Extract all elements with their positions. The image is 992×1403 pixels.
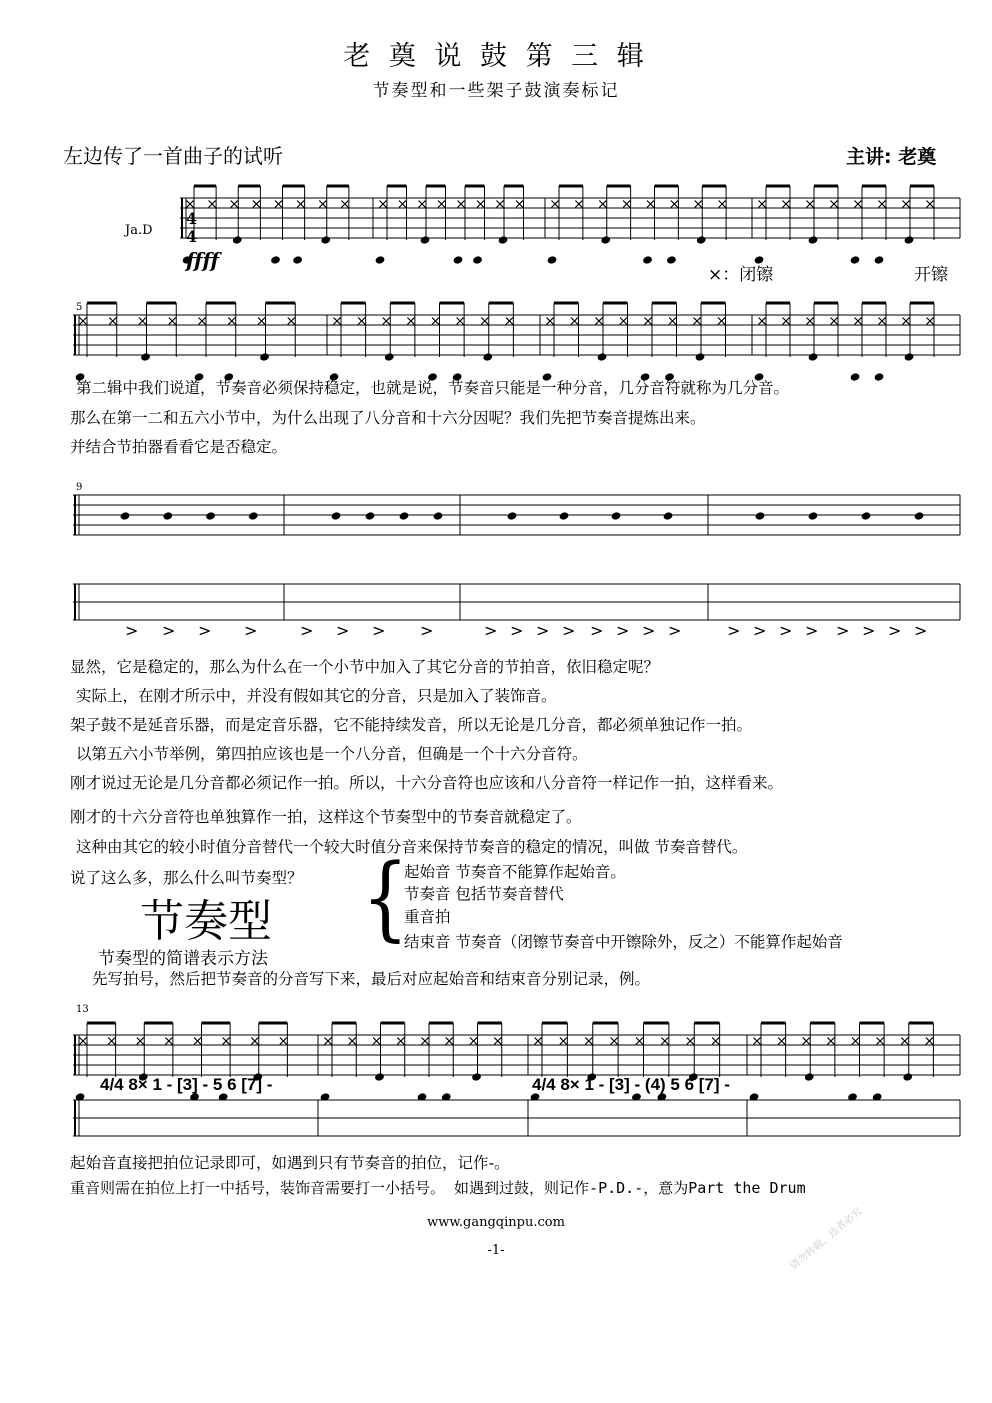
drum-note (498, 235, 509, 245)
paragraph-12: 先写拍号，然后把节奏音的分音写下来，最后对应起始音和结束音分别记录，例。 (92, 970, 651, 988)
drum-note (904, 235, 915, 245)
hihat-note (432, 318, 439, 325)
brace-symbol: { (361, 844, 409, 951)
hihat-note (280, 1038, 287, 1045)
hihat-note (80, 318, 87, 325)
hihat-note (516, 201, 523, 208)
hihat-note (349, 1038, 356, 1045)
hihat-note (759, 201, 766, 208)
hihat-note (422, 1038, 429, 1045)
hihat-note (575, 201, 582, 208)
hihat-note (458, 201, 465, 208)
hihat-note (334, 318, 341, 325)
paragraph-10: 这种由其它的较小时值分音替代一个较大时值分音来保持节奏音的稳定的情况，叫做 节奏音替代。 (76, 838, 748, 856)
hihat-note (596, 318, 603, 325)
drum-note (850, 372, 861, 382)
hihat-note (623, 201, 630, 208)
paragraph-3: 并结合节拍器看看它是否稳定。 (70, 438, 288, 456)
hihat-note (803, 1038, 810, 1045)
hihat-note (438, 201, 445, 208)
hihat-note (199, 318, 206, 325)
hihat-note (481, 318, 488, 325)
page-title: 老 奠 说 鼓 第 三 辑 (343, 41, 649, 72)
snare-note (861, 511, 872, 521)
accent-mark: > (862, 621, 876, 640)
drum-note (808, 352, 819, 362)
hihat-note (560, 1038, 567, 1045)
accent-mark: > (914, 621, 928, 640)
hihat-note (831, 201, 838, 208)
accent-mark: > (805, 621, 819, 640)
paragraph-14: 重音则需在拍位上打一中括号，装饰音需要打一小括号。 如遇到过鼓，则记作-P.D.-，意为Part the Drum (70, 1179, 806, 1197)
hihat-note (926, 1038, 933, 1045)
paragraph-7: 以第五六小节举例，第四拍应该也是一个八分音，但确是一个十六分音符。 (76, 745, 588, 763)
accent-mark: > (125, 621, 139, 640)
time-sig-bottom: 4 (186, 227, 198, 246)
hihat-note (783, 318, 790, 325)
hihat-note (694, 318, 701, 325)
hihat-note (380, 201, 387, 208)
paragraph-2: 那么在第一二和五六小节中，为什么出现了八分音和十六分因呢？我们先把节奏音提炼出来。 (70, 409, 706, 427)
snare-note (914, 511, 925, 521)
hihat-note (852, 1038, 859, 1045)
hihat-note (807, 318, 814, 325)
drum-note (874, 255, 885, 265)
hihat-note (599, 201, 606, 208)
drum-note (472, 255, 483, 265)
accent-mark: > (753, 621, 767, 640)
snare-note (399, 511, 410, 521)
hihat-note (695, 201, 702, 208)
accent-mark: > (484, 621, 498, 640)
drum-note (547, 255, 558, 265)
accent-mark: > (420, 621, 434, 640)
accent-mark: > (162, 621, 176, 640)
hihat-note (585, 1038, 592, 1045)
definition-end: 结束音 节奏音（闭镲节奏音中开镲除外，反之）不能算作起始音 (404, 933, 843, 951)
drum-note (600, 235, 611, 245)
watermark: 请勿转载，违者必究 (788, 1205, 865, 1273)
hihat-note (341, 201, 348, 208)
measure-number-9: 9 (76, 482, 83, 493)
legend-closed-hihat: ×：闭镲 (708, 265, 774, 285)
measure-number-5: 5 (76, 302, 83, 313)
hihat-note (109, 318, 116, 325)
hihat-note (209, 201, 216, 208)
hihat-note (223, 1038, 230, 1045)
hihat-note (494, 1038, 501, 1045)
hihat-note (807, 201, 814, 208)
hihat-note (407, 318, 414, 325)
measure-number-13: 13 (76, 1004, 89, 1015)
snare-note (205, 511, 216, 521)
hihat-note (783, 201, 790, 208)
instrument-label: Ja.D (125, 223, 153, 238)
drum-note (597, 352, 608, 362)
hihat-note (778, 1038, 785, 1045)
snare-note (365, 511, 376, 521)
paragraph-6: 架子鼓不是延音乐器，而是定音乐器，它不能持续发音，所以无论是几分音，都必须单独记作一拍。 (70, 716, 753, 734)
drum-note (320, 235, 331, 245)
hihat-note (879, 201, 886, 208)
accent-mark: > (836, 621, 850, 640)
hihat-note (927, 318, 934, 325)
drum-note (453, 255, 464, 265)
legend-open-hihat: 开镲 (914, 265, 948, 285)
hihat-note (373, 1038, 380, 1045)
hihat-note (470, 1038, 477, 1045)
accent-mark: > (888, 621, 902, 640)
accent-mark: > (642, 621, 656, 640)
snare-note (559, 511, 570, 521)
hihat-note (169, 318, 176, 325)
drum-note (902, 1072, 913, 1082)
paragraph-9: 刚才的十六分音符也单独算作一拍，这样这个节奏型中的节奏音就稳定了。 (70, 808, 582, 826)
hihat-note (620, 318, 627, 325)
paragraph-8: 刚才说过无论是几分音都必须记作一拍。所以，十六分音符也应该和八分音符一样记作一拍，这样看来。 (70, 774, 784, 792)
drum-note (666, 255, 677, 265)
hihat-note (535, 1038, 542, 1045)
hihat-note (108, 1038, 115, 1045)
hihat-note (297, 201, 304, 208)
drum-note (482, 352, 493, 362)
snare-note (611, 511, 622, 521)
accent-mark: > (727, 621, 741, 640)
hihat-note (399, 201, 406, 208)
hihat-note (137, 1038, 144, 1045)
drum-note (642, 255, 653, 265)
definition-accent: 重音拍 (404, 908, 451, 926)
hihat-note (547, 318, 554, 325)
snare-note (120, 511, 131, 521)
hihat-note (497, 201, 504, 208)
drum-note (804, 1072, 815, 1082)
hihat-note (571, 318, 578, 325)
hihat-note (719, 201, 726, 208)
drum-note (904, 352, 915, 362)
paragraph-4: 显然，它是稳定的，那么为什么在一个小节中加入了其它分音的节拍音，依旧稳定呢？ (70, 658, 660, 676)
hihat-note (477, 201, 484, 208)
accent-mark: > (372, 621, 386, 640)
hihat-note (901, 1038, 908, 1045)
hihat-note (855, 318, 862, 325)
hihat-note (903, 318, 910, 325)
accent-mark: > (244, 621, 258, 640)
footer-url: www.gangqinpu.com (427, 1215, 565, 1230)
hihat-note (877, 1038, 884, 1045)
snare-note (433, 511, 444, 521)
hihat-note (319, 201, 326, 208)
drum-note (270, 255, 281, 265)
hihat-note (754, 1038, 761, 1045)
hihat-note (358, 318, 365, 325)
accent-mark: > (336, 621, 350, 640)
hihat-note (669, 318, 676, 325)
hihat-note (194, 1038, 201, 1045)
hihat-note (831, 318, 838, 325)
hihat-note (80, 1038, 87, 1045)
snare-note (755, 511, 766, 521)
hihat-note (457, 318, 464, 325)
jianpu-method-label: 节奏型的简谱表示方法 (98, 949, 268, 969)
drum-note (140, 352, 151, 362)
paragraph-13: 起始音直接把拍位记录即可，如遇到只有节奏音的拍位，记作-。 (70, 1154, 510, 1172)
drum-note (471, 1072, 482, 1082)
hihat-note (419, 201, 426, 208)
hihat-note (879, 318, 886, 325)
hihat-note (671, 201, 678, 208)
accent-mark: > (590, 621, 604, 640)
hihat-note (383, 318, 390, 325)
hihat-note (139, 318, 146, 325)
accent-mark: > (779, 621, 793, 640)
drum-note (259, 352, 270, 362)
page-subtitle: 节奏型和一些架子鼓演奏标记 (372, 81, 620, 101)
accent-mark: > (198, 621, 212, 640)
jianpu-example-1: 4/4 8× 1 - [3] - 5 6 [7] - (100, 1075, 273, 1094)
jianpu-example-2: 4/4 8× 1 - [3] - (4) 5 6 [7] - (532, 1075, 730, 1094)
hihat-note (231, 201, 238, 208)
hihat-note (397, 1038, 404, 1045)
definition-rhythm: 节奏音 包括节奏音替代 (404, 885, 564, 903)
hihat-note (927, 201, 934, 208)
drum-note (384, 352, 395, 362)
drum-note (695, 352, 706, 362)
dynamic-marking: ffff (186, 248, 220, 272)
hihat-note (506, 318, 513, 325)
audition-note: 左边传了一首曲子的试听 (63, 144, 283, 168)
hihat-note (611, 1038, 618, 1045)
snare-note (507, 511, 518, 521)
hihat-note (552, 201, 559, 208)
snare-note (808, 511, 819, 521)
hihat-note (446, 1038, 453, 1045)
hihat-note (645, 318, 652, 325)
hihat-note (258, 318, 265, 325)
accent-mark: > (562, 621, 576, 640)
drum-note (420, 235, 431, 245)
hihat-note (903, 201, 910, 208)
hihat-note (855, 201, 862, 208)
definition-start: 起始音 节奏音不能算作起始音。 (404, 863, 626, 881)
page-number: -1- (487, 1243, 505, 1258)
snare-note (162, 511, 173, 521)
snare-note (248, 511, 259, 521)
drum-note (232, 235, 243, 245)
hihat-note (647, 201, 654, 208)
snare-note (331, 511, 342, 521)
snare-note (663, 511, 674, 521)
accent-mark: > (510, 621, 524, 640)
hihat-note (827, 1038, 834, 1045)
hihat-note (712, 1038, 719, 1045)
hihat-note (228, 318, 235, 325)
paragraph-5: 实际上，在刚才所示中，并没有假如其它的分音，只是加入了装饰音。 (76, 687, 557, 705)
paragraph-1: 第二辑中我们说道，节奏音必须保持稳定，也就是说，节奏音只能是一种分音，几分音符就称为几分音。 (76, 379, 790, 397)
hihat-note (275, 201, 282, 208)
accent-mark: > (300, 621, 314, 640)
drum-note (696, 235, 707, 245)
hihat-note (636, 1038, 643, 1045)
accent-mark: > (536, 621, 550, 640)
hihat-note (687, 1038, 694, 1045)
hihat-note (288, 318, 295, 325)
hihat-note (718, 318, 725, 325)
drum-note (850, 255, 861, 265)
accent-mark: > (668, 621, 682, 640)
hihat-note (759, 318, 766, 325)
hihat-note (325, 1038, 332, 1045)
drum-note (808, 235, 819, 245)
paragraph-11: 说了这么多，那么什么叫节奏型？ (70, 869, 303, 887)
hihat-note (187, 201, 194, 208)
drum-note (374, 1072, 385, 1082)
drum-note (375, 255, 386, 265)
lecturer-label: 主讲: 老奠 (846, 146, 937, 168)
accent-mark: > (616, 621, 630, 640)
rhythm-pattern-heading: 节奏型 (140, 896, 272, 947)
hihat-note (165, 1038, 172, 1045)
hihat-note (251, 1038, 258, 1045)
hihat-note (253, 201, 260, 208)
drum-note (292, 255, 303, 265)
hihat-note (661, 1038, 668, 1045)
drum-note (874, 372, 885, 382)
time-sig-top: 4 (186, 209, 198, 228)
